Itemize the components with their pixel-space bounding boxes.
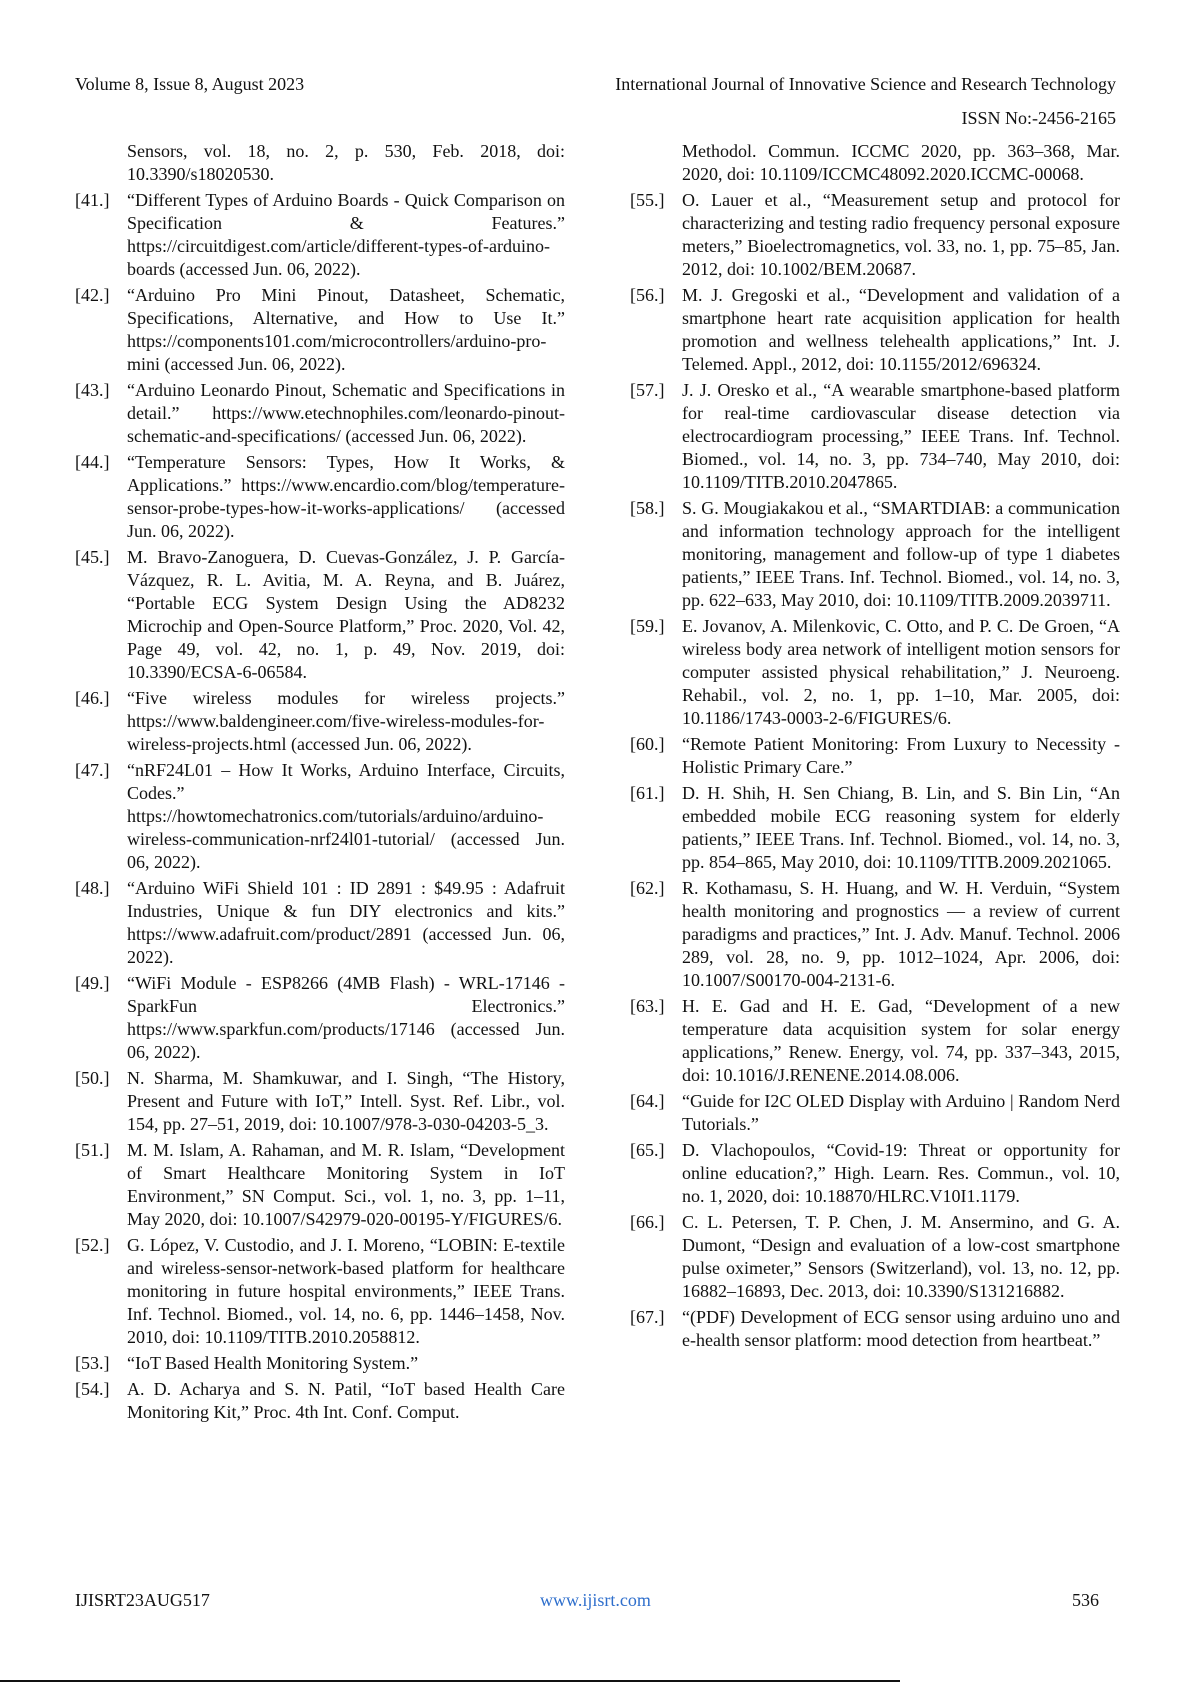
reference-item — [75, 1234, 565, 1349]
reference-number: [45.] — [75, 547, 110, 567]
reference-number: [41.] — [75, 190, 110, 210]
reference-text: Methodol. Commun. ICCMC 2020, pp. 363–368, Mar. 2020, doi: 10.1109/ICCMC48092.2020.ICCMC-00068. — [682, 141, 1120, 184]
reference-item — [630, 497, 1120, 612]
reference-item — [630, 733, 1120, 779]
reference-number: [43.] — [75, 380, 110, 400]
reference-item — [630, 189, 1120, 281]
reference-continuation — [630, 140, 1120, 186]
reference-item — [630, 615, 1120, 730]
reference-number: [65.] — [630, 1140, 665, 1160]
reference-continuation — [75, 140, 565, 186]
reference-item — [630, 995, 1120, 1087]
reference-text: R. Kothamasu, S. H. Huang, and W. H. Verduin, “System health monitoring and prognostics — a review of current paradigms and practices,” Int. J. Adv. Manuf. Technol. 2006 289, vol. 28, no. 9, pp. 1012–1024, Apr. 2006, doi: 10.1007/S00170-004-2131-6. — [682, 878, 1120, 990]
reference-number: [52.] — [75, 1235, 110, 1255]
reference-item — [75, 379, 565, 448]
reference-text: D. H. Shih, H. Sen Chiang, B. Lin, and S. Bin Lin, “An embedded mobile ECG reasoning system for elderly patients,” IEEE Trans. Inf. Technol. Biomed., vol. 14, no. 3, pp. 854–865, May 2010, doi: 10.1109/TITB.2009.2021065. — [682, 783, 1120, 872]
reference-text: A. D. Acharya and S. N. Patil, “IoT based Health Care Monitoring Kit,” Proc. 4th Int. Conf. Comput. — [127, 1379, 565, 1422]
reference-number: [54.] — [75, 1379, 110, 1399]
reference-number: [55.] — [630, 190, 665, 210]
reference-text: “nRF24L01 – How It Works, Arduino Interface, Circuits, Codes.” https://howtomechatronics.com/tutorials/arduino/arduino-wireless-communication-nrf24l01-tutorial/ (accessed Jun. 06, 2022). — [127, 760, 565, 872]
reference-item — [75, 1139, 565, 1231]
reference-item — [630, 1211, 1120, 1303]
reference-item — [630, 877, 1120, 992]
reference-number: [66.] — [630, 1212, 665, 1232]
reference-number: [56.] — [630, 285, 665, 305]
reference-item — [75, 877, 565, 969]
reference-item — [630, 379, 1120, 494]
reference-number: [53.] — [75, 1353, 110, 1373]
reference-item — [75, 1378, 565, 1424]
reference-text: “Remote Patient Monitoring: From Luxury to Necessity - Holistic Primary Care.” — [682, 734, 1120, 777]
reference-text: O. Lauer et al., “Measurement setup and protocol for characterizing and testing radio frequency personal exposure meters,” Bioelectromagnetics, vol. 33, no. 1, pp. 75–85, Jan. 2012, doi: 10.1002/BEM.20687. — [682, 190, 1120, 279]
reference-text: C. L. Petersen, T. P. Chen, J. M. Ansermino, and G. A. Dumont, “Design and evaluation of a low-cost smartphone pulse oximeter,” Sensors (Switzerland), vol. 13, no. 12, pp. 16882–16893, Dec. 2013, doi: 10.3390/S131216882. — [682, 1212, 1120, 1301]
reference-text: “Arduino WiFi Shield 101 : ID 2891 : $49.95 : Adafruit Industries, Unique & fun DIY electronics and kits.” https://www.adafruit.com/product/2891 (accessed Jun. 06, 2022). — [127, 878, 565, 967]
reference-text: “Temperature Sensors: Types, How It Works, & Applications.” https://www.encardio.com/blog/temperature-sensor-probe-types-how-it-works-applications/ (accessed Jun. 06, 2022). — [127, 452, 565, 541]
reference-item — [75, 1352, 565, 1375]
reference-number: [62.] — [630, 878, 665, 898]
reference-text: “Five wireless modules for wireless projects.” https://www.baldengineer.com/five-wireless-modules-for-wireless-projects.html (accessed Jun. 06, 2022). — [127, 688, 565, 754]
reference-number: [51.] — [75, 1140, 110, 1160]
paper-id: IJISRT23AUG517 — [75, 1590, 210, 1610]
reference-text: M. J. Gregoski et al., “Development and validation of a smartphone heart rate acquisition application for health promotion and wellness telehealth applications,” Int. J. Telemed. Appl., 2012, doi: 10.1155/2012/696324. — [682, 285, 1120, 374]
reference-item — [630, 1090, 1120, 1136]
reference-item — [75, 759, 565, 874]
reference-text: G. López, V. Custodio, and J. I. Moreno, “LOBIN: E-textile and wireless-sensor-network-based platform for healthcare monitoring in future hospital environments,” IEEE Trans. Inf. Technol. Biomed., vol. 14, no. 6, pp. 1446–1458, Nov. 2010, doi: 10.1109/TITB.2010.2058812. — [127, 1235, 565, 1347]
references-right-column — [630, 140, 1120, 1355]
reference-text: “WiFi Module - ESP8266 (4MB Flash) - WRL-17146 - SparkFun Electronics.” https://www.sparkfun.com/products/17146 (accessed Jun. 06, 2022). — [127, 973, 565, 1062]
reference-number: [42.] — [75, 285, 110, 305]
reference-list — [75, 189, 565, 1424]
bottom-divider — [0, 1680, 900, 1682]
reference-text: N. Sharma, M. Shamkuwar, and I. Singh, “The History, Present and Future with IoT,” Intell. Syst. Ref. Libr., vol. 154, pp. 27–51, 2019, doi: 10.1007/978-3-030-04203-5_3. — [127, 1068, 565, 1134]
reference-text: M. Bravo-Zanoguera, D. Cuevas-González, J. P. García-Vázquez, R. L. Avitia, M. A. Reyna, and B. Juárez, “Portable ECG System Design Using the AD8232 Microchip and Open-Source Platform,” Proc. 2020, Vol. 42, Page 49, vol. 42, no. 1, p. 49, Nov. 2019, doi: 10.3390/ECSA-6-06584. — [127, 547, 565, 682]
reference-item — [630, 1139, 1120, 1208]
reference-number: [58.] — [630, 498, 665, 518]
reference-text: “IoT Based Health Monitoring System.” — [127, 1353, 419, 1373]
reference-text: D. Vlachopoulos, “Covid-19: Threat or opportunity for online education?,” High. Learn. Res. Commun., vol. 10, no. 1, 2020, doi: 10.18870/HLRC.V10I1.1179. — [682, 1140, 1120, 1206]
journal-title: International Journal of Innovative Science and Research Technology — [615, 74, 1116, 94]
reference-text: “Guide for I2C OLED Display with Arduino | Random Nerd Tutorials.” — [682, 1091, 1120, 1134]
reference-number: [49.] — [75, 973, 110, 993]
issn-number: ISSN No:-2456-2165 — [961, 108, 1116, 128]
reference-item — [75, 687, 565, 756]
reference-text: “Arduino Pro Mini Pinout, Datasheet, Schematic, Specifications, Alternative, and How to Use It.” https://components101.com/microcontrollers/arduino-pro-mini (accessed Jun. 06, 2022). — [127, 285, 565, 374]
reference-item — [630, 1306, 1120, 1352]
reference-text: J. J. Oresko et al., “A wearable smartphone-based platform for real-time cardiovascular disease detection via electrocardiogram processing,” IEEE Trans. Inf. Technol. Biomed., vol. 14, no. 3, pp. 734–740, May 2010, doi: 10.1109/TITB.2010.2047865. — [682, 380, 1120, 492]
reference-text: S. G. Mougiakakou et al., “SMARTDIAB: a communication and information technology approach for the intelligent monitoring, management and follow-up of type 1 diabetes patients,” IEEE Trans. Inf. Technol. Biomed., vol. 14, no. 3, pp. 622–633, May 2010, doi: 10.1109/TITB.2009.2039711. — [682, 498, 1120, 610]
reference-item — [75, 284, 565, 376]
reference-number: [50.] — [75, 1068, 110, 1088]
reference-text: “Different Types of Arduino Boards - Quick Comparison on Specification & Features.” https://circuitdigest.com/article/different-types-of-arduino-boards (accessed Jun. 06, 2022). — [127, 190, 565, 279]
reference-text: H. E. Gad and H. E. Gad, “Development of a new temperature data acquisition system for solar energy applications,” Renew. Energy, vol. 74, pp. 337–343, 2015, doi: 10.1016/J.RENENE.2014.08.006. — [682, 996, 1120, 1085]
reference-item — [630, 284, 1120, 376]
reference-text: “Arduino Leonardo Pinout, Schematic and Specifications in detail.” https://www.etechnophiles.com/leonardo-pinout-schematic-and-specifications/ (accessed Jun. 06, 2022). — [127, 380, 565, 446]
journal-volume-issue: Volume 8, Issue 8, August 2023 — [75, 74, 305, 94]
reference-number: [48.] — [75, 878, 110, 898]
reference-number: [44.] — [75, 452, 110, 472]
reference-number: [61.] — [630, 783, 665, 803]
reference-number: [67.] — [630, 1307, 665, 1327]
reference-number: [47.] — [75, 760, 110, 780]
reference-item — [75, 451, 565, 543]
reference-item — [75, 972, 565, 1064]
reference-number: [59.] — [630, 616, 665, 636]
reference-item — [75, 546, 565, 684]
reference-text: Sensors, vol. 18, no. 2, p. 530, Feb. 2018, doi: 10.3390/s18020530. — [127, 141, 565, 184]
reference-text: M. M. Islam, A. Rahaman, and M. R. Islam, “Development of Smart Healthcare Monitoring System in IoT Environment,” SN Comput. Sci., vol. 1, no. 3, pp. 1–11, May 2020, doi: 10.1007/S42979-020-00195-Y/FIGURES/6. — [127, 1140, 565, 1229]
reference-number: [46.] — [75, 688, 110, 708]
reference-number: [60.] — [630, 734, 665, 754]
reference-list — [630, 189, 1120, 1352]
reference-item — [75, 189, 565, 281]
reference-number: [63.] — [630, 996, 665, 1016]
reference-item — [630, 782, 1120, 874]
references-left-column — [75, 140, 565, 1427]
reference-text: “(PDF) Development of ECG sensor using arduino uno and e-health sensor platform: mood detection from heartbeat.” — [682, 1307, 1120, 1350]
reference-number: [64.] — [630, 1091, 665, 1111]
reference-item — [75, 1067, 565, 1136]
journal-website-link[interactable]: www.ijisrt.com — [540, 1590, 651, 1610]
page-number: 536 — [1072, 1590, 1099, 1610]
reference-number: [57.] — [630, 380, 665, 400]
reference-text: E. Jovanov, A. Milenkovic, C. Otto, and P. C. De Groen, “A wireless body area network of intelligent motion sensors for computer assisted physical rehabilitation,” J. Neuroeng. Rehabil., vol. 2, no. 1, pp. 1–10, Mar. 2005, doi: 10.1186/1743-0003-2-6/FIGURES/6. — [682, 616, 1120, 728]
